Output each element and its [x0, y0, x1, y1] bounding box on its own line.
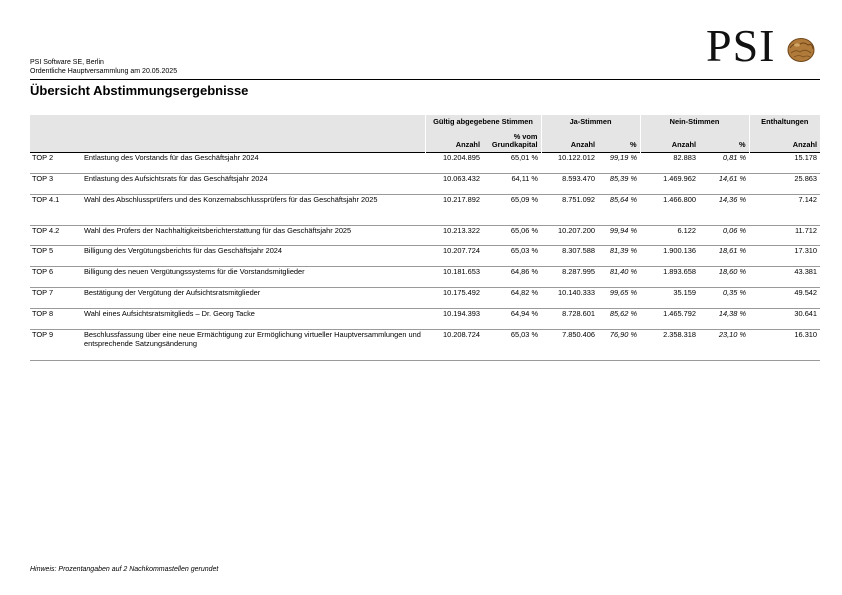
group-abstentions: Enthaltungen [749, 115, 820, 127]
valid-count: 10.207.724 [425, 246, 483, 267]
valid-pct: 65,03 % [483, 329, 541, 360]
resolution-description: Wahl eines Aufsichtsratsmitglieds – Dr. Georg Tacke [81, 308, 425, 329]
col-yes-pct: % [598, 127, 640, 153]
yes-pct: 85,62 % [598, 308, 640, 329]
yes-count: 10.122.012 [541, 153, 598, 174]
yes-pct: 85,64 % [598, 194, 640, 225]
resolution-description: Billigung des Vergütungsberichts für das Geschäftsjahr 2024 [81, 246, 425, 267]
group-yes-votes: Ja-Stimmen [541, 115, 640, 127]
agenda-item: TOP 4.2 [30, 225, 81, 246]
table-row [30, 267, 820, 288]
agenda-item: TOP 8 [30, 308, 81, 329]
no-pct: 14,38 % [699, 308, 749, 329]
no-count: 2.358.318 [640, 329, 699, 360]
yes-count: 7.850.406 [541, 329, 598, 360]
col-abstain-count: Anzahl [749, 127, 820, 153]
no-count: 6.122 [640, 225, 699, 246]
no-pct: 0,81 % [699, 153, 749, 174]
no-count: 1.465.792 [640, 308, 699, 329]
table-row [30, 308, 820, 329]
voting-results-table [30, 115, 820, 361]
yes-pct: 99,94 % [598, 225, 640, 246]
agenda-item: TOP 6 [30, 267, 81, 288]
yes-count: 10.207.200 [541, 225, 598, 246]
table-row [30, 329, 820, 360]
valid-count: 10.194.393 [425, 308, 483, 329]
no-pct: 18,60 % [699, 267, 749, 288]
yes-pct: 81,39 % [598, 246, 640, 267]
abstain-count: 43.381 [749, 267, 820, 288]
col-no-count: Anzahl [640, 127, 699, 153]
company-info [30, 59, 177, 76]
table-row [30, 153, 820, 174]
agenda-item: TOP 4.1 [30, 194, 81, 225]
table-body [30, 153, 820, 361]
agenda-item: TOP 9 [30, 329, 81, 360]
header-blank [30, 115, 425, 127]
resolution-description: Beschlussfassung über eine neue Ermächtigung zur Ermöglichung virtueller Hauptversammlungen und entsprechende Satzungsänderung [81, 329, 425, 360]
col-valid-pct-line2: Grundkapital [491, 140, 538, 149]
no-pct: 0,35 % [699, 287, 749, 308]
table-row [30, 225, 820, 246]
yes-pct: 99,65 % [598, 287, 640, 308]
valid-pct: 64,82 % [483, 287, 541, 308]
yes-pct: 85,39 % [598, 173, 640, 194]
col-yes-count: Anzahl [541, 127, 598, 153]
agenda-item: TOP 5 [30, 246, 81, 267]
resolution-description: Entlastung des Aufsichtsrats für das Geschäftsjahr 2024 [81, 173, 425, 194]
yes-count: 8.728.601 [541, 308, 598, 329]
valid-pct: 65,09 % [483, 194, 541, 225]
agenda-item: TOP 2 [30, 153, 81, 174]
no-count: 82.883 [640, 153, 699, 174]
col-valid-pct [483, 127, 541, 153]
table-row [30, 173, 820, 194]
col-no-pct: % [699, 127, 749, 153]
valid-count: 10.181.653 [425, 267, 483, 288]
table-row [30, 287, 820, 308]
resolution-description: Wahl des Prüfers der Nachhaltigkeitsberichterstattung für das Geschäftsjahr 2025 [81, 225, 425, 246]
table-row [30, 246, 820, 267]
resolution-description: Entlastung des Vorstands für das Geschäftsjahr 2024 [81, 153, 425, 174]
yes-count: 8.593.470 [541, 173, 598, 194]
resolution-description: Wahl des Abschlussprüfers und des Konzernabschlussprüfers für das Geschäftsjahr 2025 [81, 194, 425, 225]
yes-pct: 76,90 % [598, 329, 640, 360]
valid-pct: 65,06 % [483, 225, 541, 246]
yes-count: 8.287.995 [541, 267, 598, 288]
valid-pct: 65,01 % [483, 153, 541, 174]
no-count: 1.893.658 [640, 267, 699, 288]
page-title: Übersicht Abstimmungsergebnisse [30, 83, 249, 98]
no-pct: 14,61 % [699, 173, 749, 194]
valid-count: 10.213.322 [425, 225, 483, 246]
abstain-count: 49.542 [749, 287, 820, 308]
table-row [30, 194, 820, 225]
group-no-votes: Nein-Stimmen [640, 115, 749, 127]
rounding-note: Hinweis: Prozentangaben auf 2 Nachkommastellen gerundet [30, 566, 219, 573]
col-valid-pct-line1: % vom [513, 132, 538, 141]
meeting-date: Ordentliche Hauptversammlung am 20.05.2025 [30, 67, 178, 75]
walnut-icon [786, 36, 816, 64]
resolution-description: Bestätigung der Vergütung der Aufsichtsratsmitglieder [81, 287, 425, 308]
header-blank-2 [30, 127, 425, 153]
valid-pct: 65,03 % [483, 246, 541, 267]
valid-count: 10.217.892 [425, 194, 483, 225]
no-pct: 14,36 % [699, 194, 749, 225]
abstain-count: 15.178 [749, 153, 820, 174]
logo-text: PSI [706, 20, 776, 71]
company-name: PSI Software SE, Berlin [30, 59, 104, 66]
no-count: 1.469.962 [640, 173, 699, 194]
resolution-description: Billigung des neuen Vergütungssystems für die Vorstandsmitglieder [81, 267, 425, 288]
group-valid-votes: Gültig abgegebene Stimmen [425, 115, 541, 127]
col-valid-count: Anzahl [425, 127, 483, 153]
valid-count: 10.208.724 [425, 329, 483, 360]
yes-count: 8.307.588 [541, 246, 598, 267]
no-pct: 0,06 % [699, 225, 749, 246]
abstain-count: 17.310 [749, 246, 820, 267]
valid-count: 10.063.432 [425, 173, 483, 194]
valid-pct: 64,11 % [483, 173, 541, 194]
agenda-item: TOP 3 [30, 173, 81, 194]
no-count: 1.900.136 [640, 246, 699, 267]
valid-pct: 64,94 % [483, 308, 541, 329]
abstain-count: 30.641 [749, 308, 820, 329]
valid-pct: 64,86 % [483, 267, 541, 288]
abstain-count: 7.142 [749, 194, 820, 225]
valid-count: 10.175.492 [425, 287, 483, 308]
no-pct: 18,61 % [699, 246, 749, 267]
yes-pct: 99,19 % [598, 153, 640, 174]
agenda-item: TOP 7 [30, 287, 81, 308]
abstain-count: 25.863 [749, 173, 820, 194]
no-pct: 23,10 % [699, 329, 749, 360]
abstain-count: 16.310 [749, 329, 820, 360]
abstain-count: 11.712 [749, 225, 820, 246]
no-count: 1.466.800 [640, 194, 699, 225]
header-divider [30, 79, 820, 80]
yes-pct: 81,40 % [598, 267, 640, 288]
valid-count: 10.204.895 [425, 153, 483, 174]
no-count: 35.159 [640, 287, 699, 308]
yes-count: 8.751.092 [541, 194, 598, 225]
yes-count: 10.140.333 [541, 287, 598, 308]
